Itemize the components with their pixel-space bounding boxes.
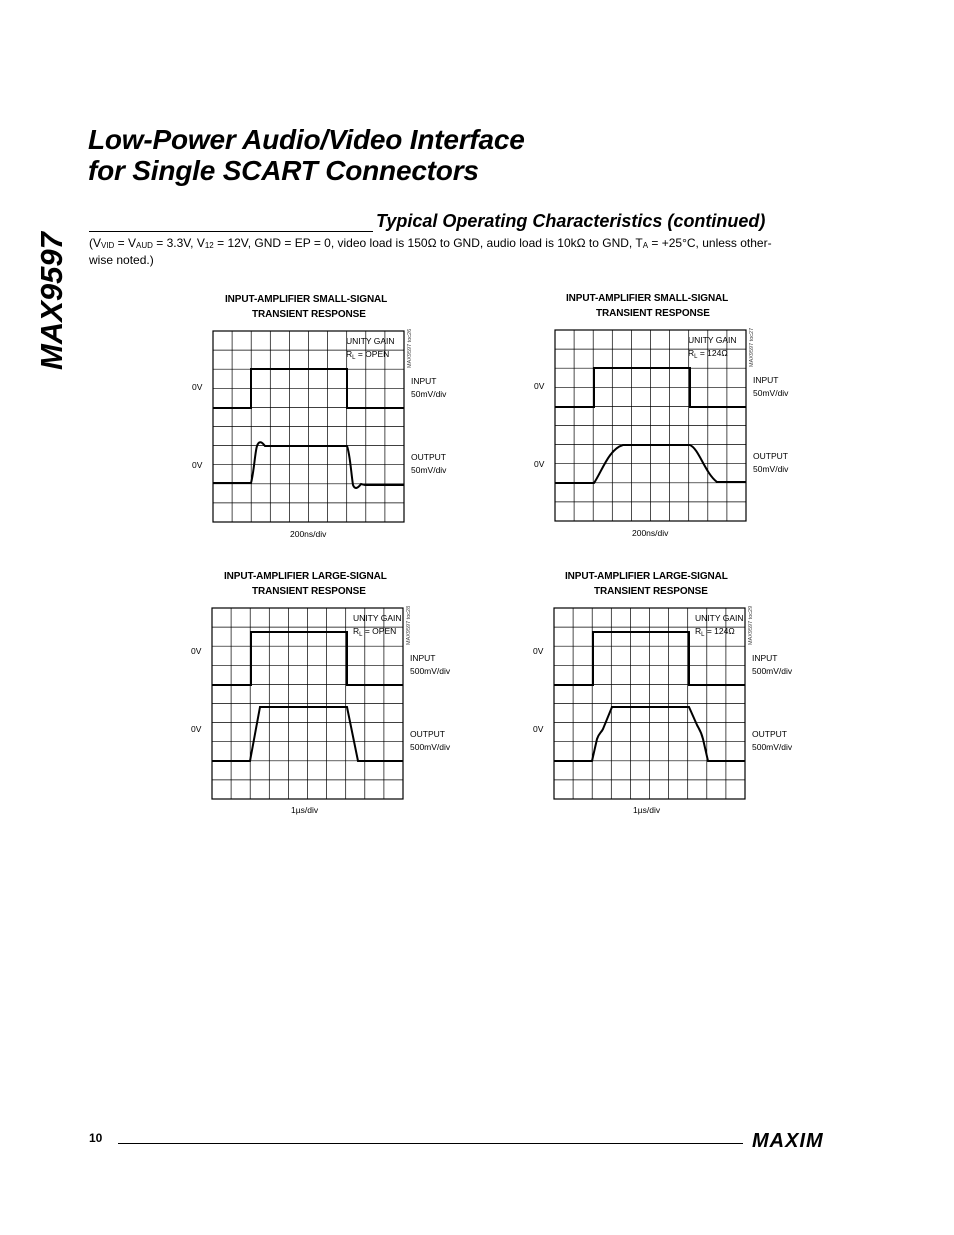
maxim-logo [752, 1130, 866, 1155]
figure-id: MAX9597 toc29 [748, 605, 754, 645]
output-scale: 500mV/div [410, 742, 451, 752]
footer-rule [118, 1143, 743, 1144]
load-label: $R_L = 124\Omega$ [695, 626, 735, 638]
output-scale: 50mV/div [753, 464, 789, 474]
zero-level-output: 0V [191, 724, 202, 734]
input-label: INPUT [410, 653, 436, 663]
timebase-label: 1µs/div [291, 805, 319, 815]
scope-chart-small-signal-124: INPUT-AMPLIFIER SMALL-SIGNAL TRANSIENT RESPONSE UNITY GAIN $R_L = 124\Omega$ MAX9597 toc27 INPUT 50mV/div OUTPUT 50mV/div 0V 0V 200ns/div [527, 291, 887, 541]
gain-label: UNITY GAIN [688, 335, 737, 345]
load-label: $R_L$ = OPEN [353, 626, 397, 638]
figure-id: MAX9597 toc26 [407, 328, 413, 368]
zero-level-input: 0V [533, 646, 544, 656]
input-label: INPUT [411, 376, 437, 386]
side-title [22, 212, 82, 372]
scope-grid [555, 330, 746, 521]
section-title: Typical Operating Characteristics (continued) [376, 211, 766, 231]
side-title-text: MAX9597 [34, 232, 69, 370]
output-scale: 50mV/div [411, 465, 447, 475]
gain-label: UNITY GAIN [346, 336, 395, 346]
title-line-1: Low-Power Audio/Video Interface [88, 124, 525, 155]
page-number: 10 [89, 1131, 103, 1145]
output-scale: 500mV/div [752, 742, 793, 752]
logo-text: MAXIM [752, 1130, 824, 1150]
zero-level-output: 0V [534, 459, 545, 469]
scope-grid [213, 331, 404, 522]
zero-level-output: 0V [192, 460, 203, 470]
gain-label: UNITY GAIN [695, 613, 744, 623]
zero-level-input: 0V [534, 381, 545, 391]
output-label: OUTPUT [410, 729, 445, 739]
zero-level-output: 0V [533, 724, 544, 734]
input-scale: 50mV/div [753, 388, 789, 398]
scope-plot [527, 291, 887, 541]
input-scale: 500mV/div [410, 666, 451, 676]
scope-plot [184, 569, 544, 819]
scope-chart-large-signal-open: INPUT-AMPLIFIER LARGE-SIGNAL TRANSIENT RESPONSE UNITY GAIN $R_L$ = OPEN MAX9597 toc28 INPUT 500mV/div OUTPUT 500mV/div 0V 0V 1µs/div [184, 569, 544, 819]
timebase-label: 200ns/div [632, 528, 669, 538]
load-label: $R_L$ = OPEN [346, 349, 390, 361]
input-label: INPUT [753, 375, 779, 385]
figure-id: MAX9597 toc28 [406, 605, 412, 645]
input-label: INPUT [752, 653, 778, 663]
scope-chart-small-signal-open: INPUT-AMPLIFIER SMALL-SIGNAL TRANSIENT RESPONSE UNITY GAIN $R_L$ = OPEN MAX9597 toc26 INPUT 50mV/div OUTPUT 50mV/div 0V 0V 200ns/div [185, 292, 545, 542]
scope-plot [185, 292, 545, 542]
scope-chart-large-signal-124: INPUT-AMPLIFIER LARGE-SIGNAL TRANSIENT RESPONSE UNITY GAIN $R_L = 124\Omega$ MAX9597 toc29 INPUT 500mV/div OUTPUT 500mV/div 0V 0V 1µs/div [526, 569, 886, 819]
timebase-label: 200ns/div [290, 529, 327, 539]
figure-id: MAX9597 toc27 [749, 327, 755, 367]
scope-grid [212, 608, 403, 799]
gain-label: UNITY GAIN [353, 613, 402, 623]
scope-plot [526, 569, 886, 819]
test-conditions: ($V_{VID} = V_{AUD} = 3.3V$, $V_{12} = 12V$, GND = EP = 0, video load is 150Ω to GND, audio load is 10kΩ to GND, $T_A = +25^\circ C$, unless other- wise noted.) [89, 236, 772, 267]
load-label: $R_L = 124\Omega$ [688, 348, 728, 360]
title-line-2: for Single SCART Connectors [88, 155, 479, 186]
zero-level-input: 0V [191, 646, 202, 656]
zero-level-input: 0V [192, 382, 203, 392]
timebase-label: 1µs/div [633, 805, 661, 815]
section-rule [89, 231, 373, 232]
input-scale: 500mV/div [752, 666, 793, 676]
input-scale: 50mV/div [411, 389, 447, 399]
output-label: OUTPUT [753, 451, 788, 461]
page-title [88, 124, 525, 186]
scope-grid [554, 608, 745, 799]
output-label: OUTPUT [752, 729, 787, 739]
output-label: OUTPUT [411, 452, 446, 462]
